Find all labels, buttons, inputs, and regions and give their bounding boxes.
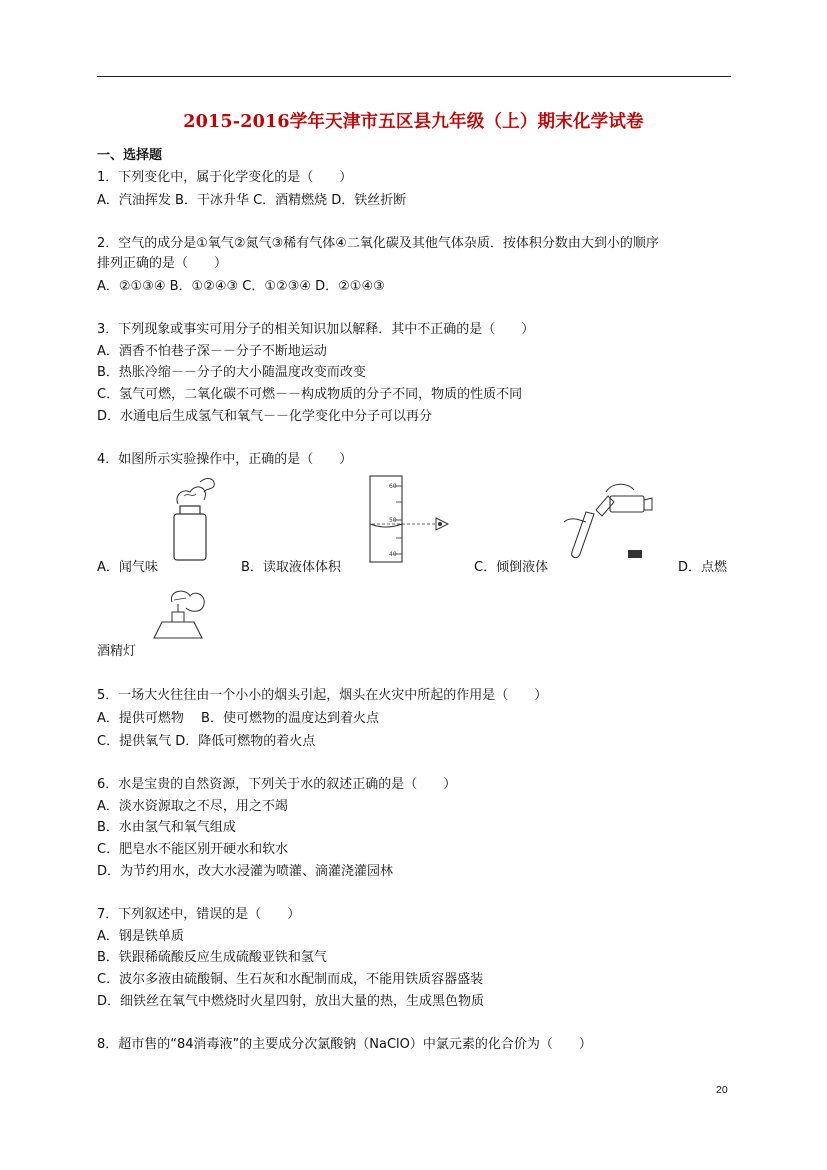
question-4-option-d-cont: 酒精灯 [97,644,137,659]
question-5-stem: 5．一场大火往往由一个小小的烟头引起，烟头在火灾中所起的作用是（ ） [97,688,548,703]
question-6-option-d: D．为节约用水，改大水浸灌为喷灌、滴灌浇灌园林 [97,864,394,879]
cylinder-tick-50: 50 [389,517,397,524]
question-3-option-c: C．氢气可燃，二氧化碳不可燃－－构成物质的分子不同，物质的性质不同 [97,387,523,402]
figure-alcohol-lamp [146,586,212,642]
question-7-option-a: A．钢是铁单质 [97,929,184,944]
question-2-options: A．②①③④ B．①②④③ C．①②③④ D．②①④③ [97,279,385,294]
page-number: 20 [716,1084,728,1096]
section-heading: 一、选择题 [97,148,163,163]
exam-title: 2015-2016学年天津市五区县九年级（上）期末化学试卷 [183,112,644,132]
question-3-option-a: A．酒香不怕巷子深－－分子不断地运动 [97,344,327,359]
question-6-option-b: B．水由氢气和氧气组成 [97,820,236,835]
question-7-option-d: D．细铁丝在氧气中燃烧时火星四射，放出大量的热，生成黑色物质 [97,994,485,1009]
question-6-option-c: C．肥皂水不能区别开硬水和软水 [97,842,289,857]
figure-pour-liquid [560,478,660,562]
question-4-option-c: C．倾倒液体 [474,560,549,575]
cylinder-tick-40: 40 [389,551,397,558]
question-1-options: A．汽油挥发 B．干冰升华 C．酒精燃烧 D．铁丝折断 [97,193,407,208]
question-7-stem: 7．下列叙述中，错误的是（ ） [97,907,301,922]
question-7-option-b: B．铁跟稀硫酸反应生成硫酸亚铁和氢气 [97,950,327,965]
question-4-option-b: B．读取液体体积 [241,560,341,575]
question-4-option-a: A．闻气味 [97,560,158,575]
question-8-stem: 8．超市售的“84消毒液”的主要成分次氯酸钠（NaClO）中氯元素的化合价为（ ） [97,1037,592,1052]
question-4-stem: 4．如图所示实验操作中，正确的是（ ） [97,452,353,467]
question-2-stem: 2．空气的成分是①氧气②氮气③稀有气体④二氧化碳及其他气体杂质．按体积分数由大到小的顺序 [97,236,659,251]
question-5-options-cd: C．提供氧气 D．降低可燃物的着火点 [97,734,316,749]
header-rule [97,76,731,77]
question-3-option-d: D．水通电后生成氢气和氧气－－化学变化中分子可以再分 [97,409,433,424]
figure-read-cylinder [360,472,460,564]
question-3-stem: 3．下列现象或事实可用分子的相关知识加以解释．其中不正确的是（ ） [97,322,535,337]
figure-smell-bottle [160,474,222,562]
question-5-options-ab: A．提供可燃物 B．使可燃物的温度达到着火点 [97,711,379,726]
question-2-stem-cont: 排列正确的是（ ） [97,256,228,271]
question-3-option-b: B．热胀冷缩－－分子的大小随温度改变而改变 [97,365,366,380]
question-7-option-c: C．波尔多液由硫酸铜、生石灰和水配制而成，不能用铁质容器盛装 [97,972,484,987]
question-1-stem: 1．下列变化中，属于化学变化的是（ ） [97,170,353,185]
cylinder-tick-60: 60 [389,483,397,490]
question-6-stem: 6．水是宝贵的自然资源，下列关于水的叙述正确的是（ ） [97,777,457,792]
question-6-option-a: A．淡水资源取之不尽，用之不竭 [97,799,288,814]
question-4-option-d: D．点燃 [678,560,728,575]
